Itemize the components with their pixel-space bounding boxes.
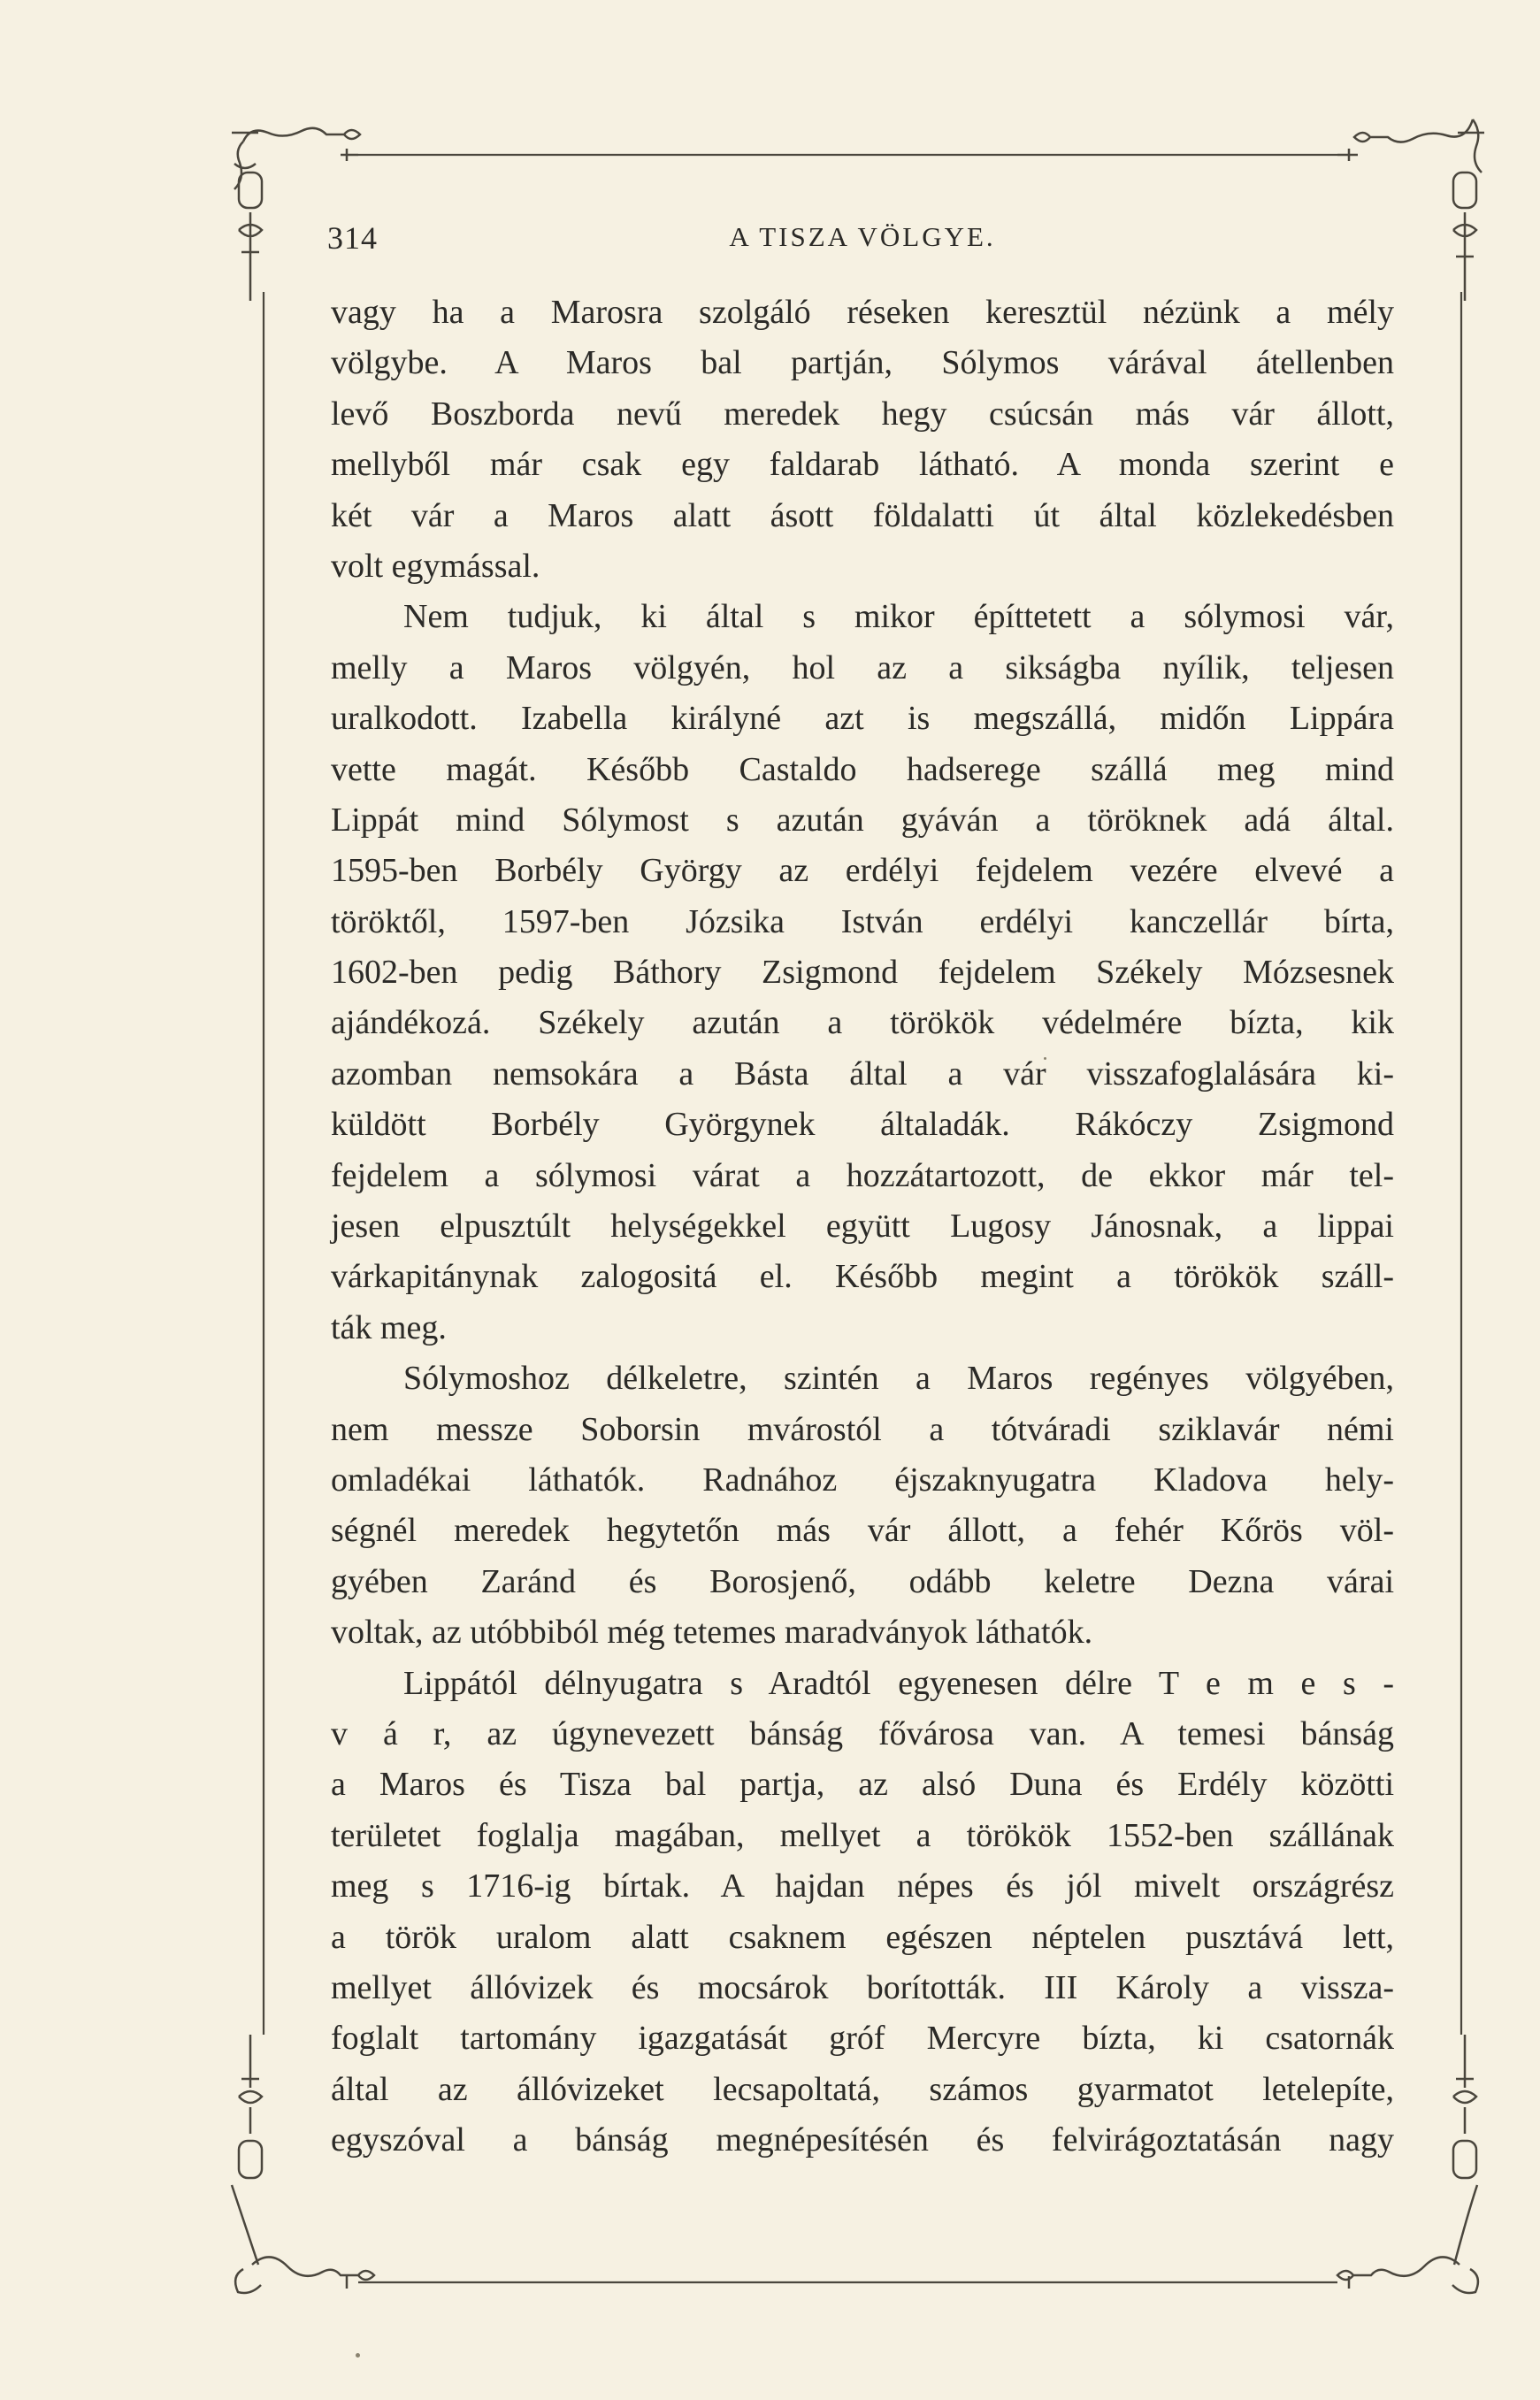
text-line: Lippától délnyugatra s Aradtól egyenesen délre T e m e s - (403, 1664, 1394, 1702)
text-line: a török uralom alatt csaknem egészen néptelen pusztává lett, (331, 1918, 1394, 1956)
text-line: a Maros és Tisza bal partja, az alsó Duna és Erdély közötti (331, 1766, 1394, 1804)
text-line: fejdelem a sólymosi várat a hozzátartozott, de ekkor már tel- (331, 1156, 1394, 1194)
text-line: két vár a Maros alatt ásott földalatti út által közlekedésben (331, 496, 1394, 534)
text-line: Nem tudjuk, ki által s mikor építtetett a sólymosi vár, (403, 598, 1394, 636)
text-line: mellyből már csak egy faldarab látható. A monda szerint e (331, 446, 1394, 484)
text-line: ták meg. (331, 1308, 447, 1346)
body-text (331, 288, 1394, 2166)
text-line: v á r, az úgynevezett bánság fővárosa van. A temesi bánság (331, 1714, 1394, 1752)
text-line: Sólymoshoz délkeletre, szintén a Maros regényes völgyében, (403, 1360, 1394, 1398)
text-line: azomban nemsokára a Básta által a vár visszafoglalására ki- (331, 1054, 1394, 1093)
text-line: töröktől, 1597-ben Józsika István erdélyi kanczellár bírta, (331, 902, 1394, 940)
corner-ornament-top-left (232, 128, 360, 301)
running-head: A TISZA VÖLGYE. (729, 221, 996, 252)
corner-ornament-top-right (1337, 119, 1484, 301)
text-line: mellyet állóvizek és mocsárok borították. III Károly a vissza- (331, 1968, 1394, 2006)
text-line: küldött Borbély Györgynek általadák. Rákóczy Zsigmond (331, 1106, 1394, 1144)
text-line: 1602-ben pedig Báthory Zsigmond fejdelem Székely Mózsesnek (331, 954, 1394, 992)
text-line: jesen elpusztúlt helységekkel együtt Lugosy Jánosnak, a lippai (331, 1208, 1394, 1246)
text-line: Lippát mind Sólymost s azután gyáván a töröknek adá által. (331, 801, 1394, 839)
text-line: vette magát. Később Castaldo hadserege szállá meg mind (331, 750, 1394, 788)
text-line: melly a Maros völgyén, hol az a sikságba nyílik, teljesen (331, 648, 1394, 686)
text-line: levő Boszborda nevű meredek hegy csúcsán más vár állott, (331, 395, 1394, 433)
page-header (327, 219, 1398, 272)
page-number: 314 (327, 220, 378, 256)
text-line: ségnél meredek hegytetőn más vár állott, a fehér Kőrös völ- (331, 1512, 1394, 1550)
text-line: uralkodott. Izabella királyné azt is megszállá, midőn Lippára (331, 700, 1394, 738)
text-line: által az állóvizeket lecsapoltatá, számos gyarmatot letelepíte, (331, 2070, 1394, 2108)
text-line: omladékai láthatók. Radnához éjszaknyugatra Kladova hely- (331, 1461, 1394, 1499)
text-line: egyszóval a bánság megnépesítésén és felvirágoztatásán nagy (331, 2121, 1394, 2159)
text-line: meg s 1716-ig bírtak. A hajdan népes és jól mivelt országrész (331, 1867, 1394, 1905)
text-line: 1595-ben Borbély György az erdélyi fejdelem vezére elvevé a (331, 852, 1394, 890)
paper-speck (356, 2353, 360, 2358)
text-line: várkapitánynak zalogositá el. Később megint a törökök száll- (331, 1258, 1394, 1296)
text-line: nem messze Soborsin mvárostól a tótváradi sziklavár némi (331, 1410, 1394, 1448)
text-line: voltak, az utóbbiból még tetemes maradványok láthatók. (331, 1614, 1093, 1652)
text-line: völgybe. A Maros bal partján, Sólymos várával átellenben (331, 344, 1394, 382)
text-line: vagy ha a Marosra szolgáló réseken keresztül nézünk a mély (331, 294, 1394, 331)
text-line: ajándékozá. Székely azután a törökök védelmére bízta, kik (331, 1004, 1394, 1042)
text-line: foglalt tartomány igazgatását gróf Mercyre bízta, ki csatornák (331, 2020, 1394, 2058)
text-line: volt egymással. (331, 547, 540, 585)
text-line: gyében Zaránd és Borosjenő, odább keletre Dezna várai (331, 1562, 1394, 1600)
text-line: területet foglalja magában, mellyet a törökök 1552-ben szállának (331, 1816, 1394, 1854)
